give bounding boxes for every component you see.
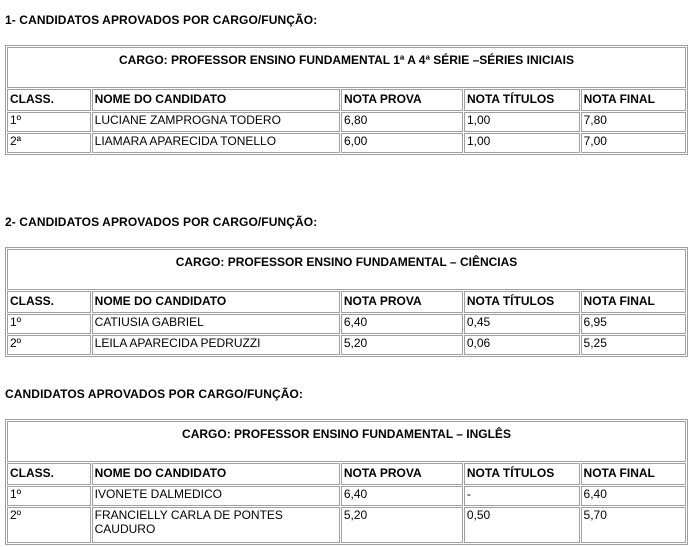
- cell-titles-score: 0,45: [464, 314, 580, 334]
- cell-exam-score: 6,40: [341, 486, 463, 506]
- cell-name: FRANCIELLY CARLA DE PONTES CAUDURO: [92, 507, 340, 543]
- column-header-final-score: NOTA FINAL: [581, 291, 686, 313]
- column-header-titles-score: NOTA TÍTULOS: [464, 291, 580, 313]
- section-3-table: [5, 419, 688, 545]
- cell-final-score: 6,95: [581, 314, 686, 334]
- section-2-heading: 2- CANDIDATOS APROVADOS POR CARGO/FUNÇÃO:: [5, 215, 318, 229]
- column-header-exam-score: NOTA PROVA: [341, 463, 463, 485]
- cell-titles-score: -: [464, 486, 580, 506]
- cell-final-score: 5,25: [581, 335, 686, 355]
- table-row: [7, 314, 686, 334]
- table-header-row: [7, 463, 686, 485]
- column-header-exam-score: NOTA PROVA: [341, 291, 463, 313]
- column-header-exam-score: NOTA PROVA: [341, 89, 463, 111]
- cell-exam-score: 6,80: [341, 112, 463, 132]
- cell-final-score: 7,00: [581, 133, 686, 153]
- cargo-title: CARGO: PROFESSOR ENSINO FUNDAMENTAL – INGLÊS: [7, 421, 686, 462]
- table-row: [7, 335, 686, 355]
- cell-name: IVONETE DALMEDICO: [92, 486, 340, 506]
- cell-titles-score: 0,50: [464, 507, 580, 543]
- cell-name: LEILA APARECIDA PEDRUZZI: [92, 335, 340, 355]
- column-header-final-score: NOTA FINAL: [581, 89, 686, 111]
- column-header-titles-score: NOTA TÍTULOS: [464, 463, 580, 485]
- cell-class: 1º: [7, 112, 91, 132]
- section-1-table: [5, 45, 688, 155]
- cell-final-score: 5,70: [581, 507, 686, 543]
- section-2-table: [5, 247, 688, 357]
- cell-exam-score: 5,20: [341, 335, 463, 355]
- section-3-heading: CANDIDATOS APROVADOS POR CARGO/FUNÇÃO:: [5, 387, 304, 401]
- table-row: [7, 486, 686, 506]
- column-header-name: NOME DO CANDIDATO: [92, 463, 340, 485]
- column-header-class: CLASS.: [7, 463, 91, 485]
- cell-class: 1º: [7, 486, 91, 506]
- cell-exam-score: 6,40: [341, 314, 463, 334]
- cargo-title: CARGO: PROFESSOR ENSINO FUNDAMENTAL 1ª A 4ª SÉRIE –SÉRIES INICIAIS: [7, 47, 686, 88]
- section-1-heading: 1- CANDIDATOS APROVADOS POR CARGO/FUNÇÃO:: [5, 13, 318, 27]
- table-header-row: [7, 89, 686, 111]
- cell-final-score: 7,80: [581, 112, 686, 132]
- table-row: [7, 112, 686, 132]
- cell-titles-score: 1,00: [464, 133, 580, 153]
- cell-class: 2ª: [7, 133, 91, 153]
- table-row: [7, 133, 686, 153]
- column-header-final-score: NOTA FINAL: [581, 463, 686, 485]
- column-header-class: CLASS.: [7, 89, 91, 111]
- column-header-titles-score: NOTA TÍTULOS: [464, 89, 580, 111]
- table-row: [7, 507, 686, 543]
- cell-name: CATIUSIA GABRIEL: [92, 314, 340, 334]
- table-header-row: [7, 291, 686, 313]
- cell-name: LUCIANE ZAMPROGNA TODERO: [92, 112, 340, 132]
- cell-class: 2º: [7, 335, 91, 355]
- cell-class: 1º: [7, 314, 91, 334]
- cell-name: LIAMARA APARECIDA TONELLO: [92, 133, 340, 153]
- cell-final-score: 6,40: [581, 486, 686, 506]
- cell-exam-score: 6,00: [341, 133, 463, 153]
- column-header-name: NOME DO CANDIDATO: [92, 291, 340, 313]
- cell-exam-score: 5,20: [341, 507, 463, 543]
- column-header-class: CLASS.: [7, 291, 91, 313]
- cargo-title: CARGO: PROFESSOR ENSINO FUNDAMENTAL – CIÊNCIAS: [7, 249, 686, 290]
- cell-class: 2º: [7, 507, 91, 543]
- column-header-name: NOME DO CANDIDATO: [92, 89, 340, 111]
- cell-titles-score: 1,00: [464, 112, 580, 132]
- cell-titles-score: 0,06: [464, 335, 580, 355]
